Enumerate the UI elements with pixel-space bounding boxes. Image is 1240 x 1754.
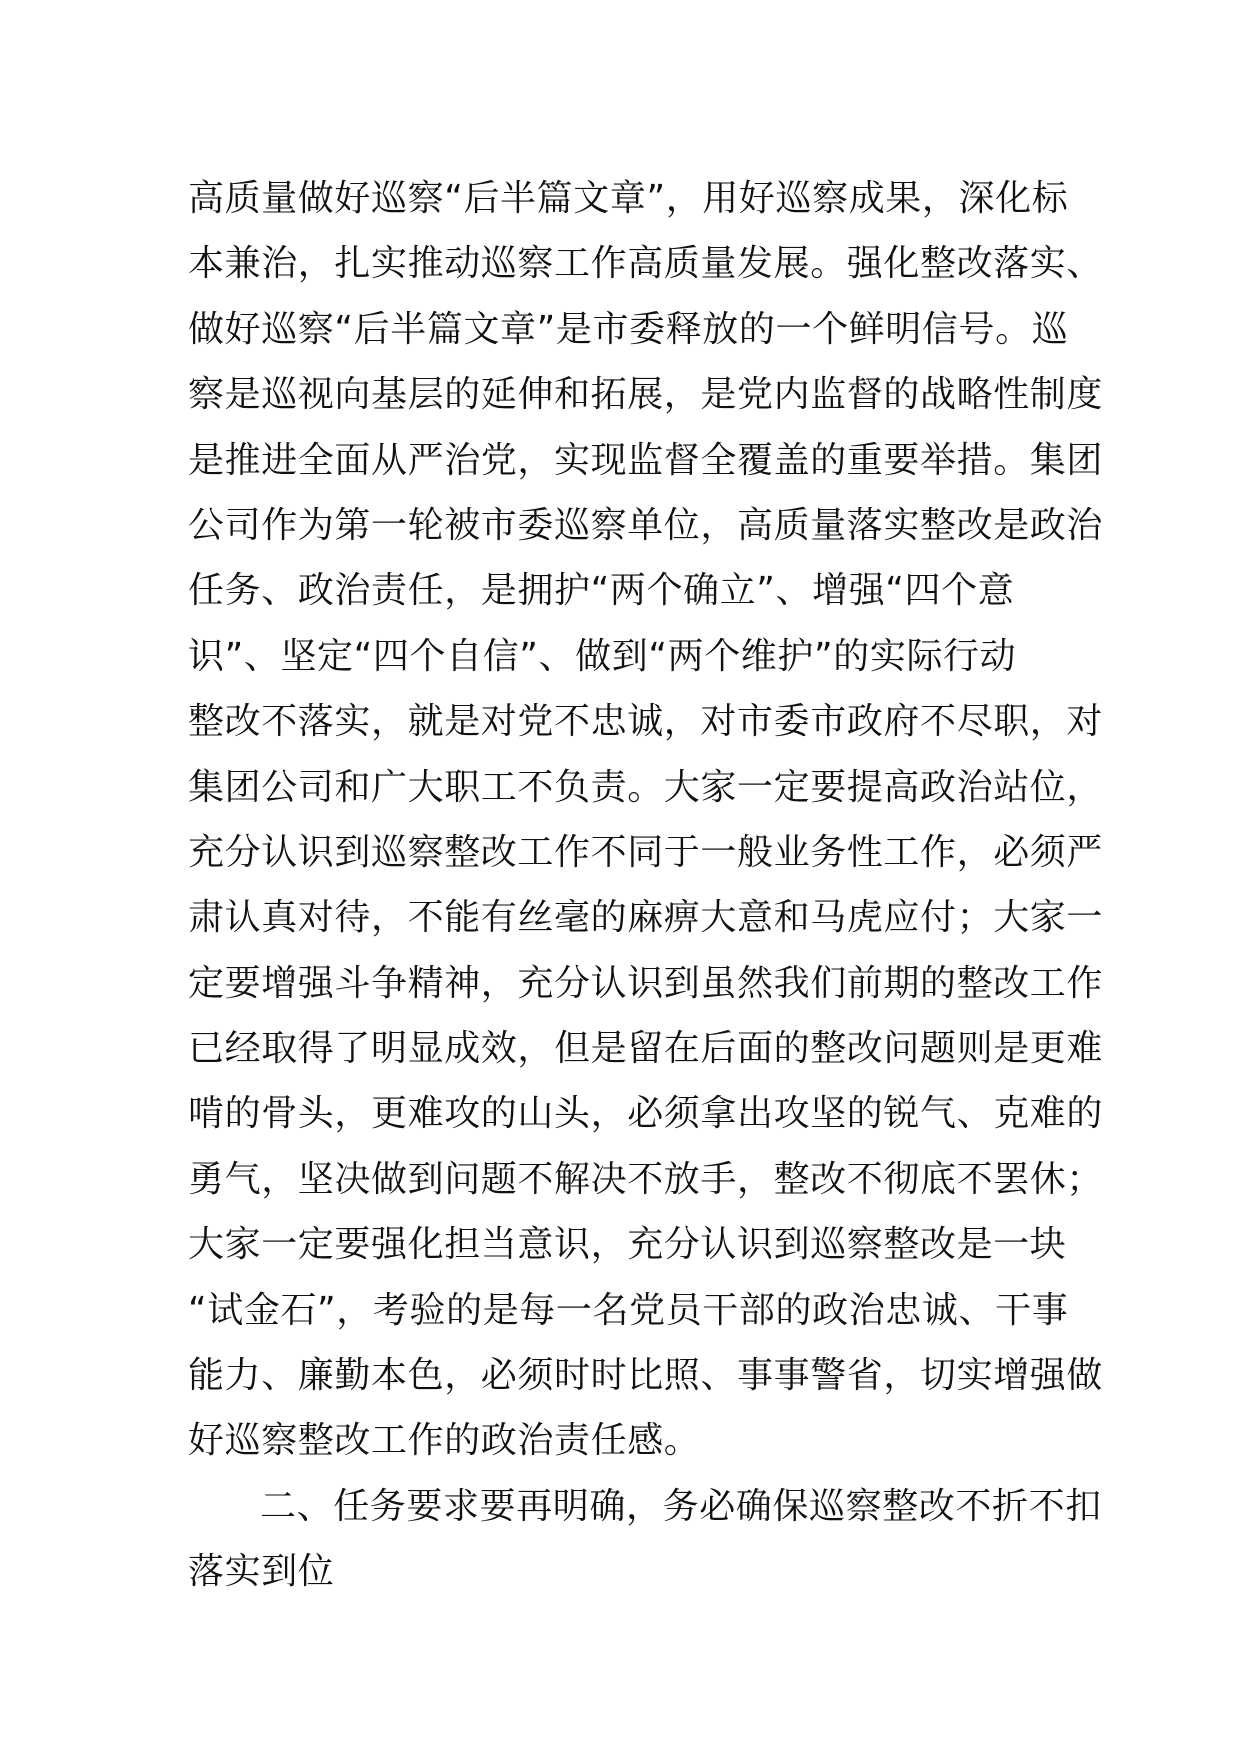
text-line: 本兼治，扎实推动巡察工作高质量发展。强化整改落实、	[188, 243, 1104, 285]
text-line: 大家一定要强化担当意识，充分认识到巡察整改是一块	[188, 1224, 1067, 1266]
text-line: 整改不落实，就是对党不忠诚，对市委市政府不尽职，对	[188, 701, 1104, 743]
text-line: 高质量做好巡察“后半篇文章”，用好巡察成果，深化标	[188, 178, 1069, 219]
text-line: 做好巡察“后半篇文章”是市委释放的一个鲜明信号。巡	[188, 308, 1069, 350]
text-line: 集团公司和广大职工不负责。大家一定要提高政治站位，	[188, 766, 1104, 808]
text-line: 任务、政治责任，是拥护“两个确立”、增强“四个意	[188, 570, 1015, 612]
text-line: “试金石”，考验的是每一名党员干部的政治忠诚、干事	[188, 1289, 1069, 1331]
section-heading-line: 落实到位	[188, 1551, 335, 1593]
text-line: 啃的骨头，更难攻的山头，必须拿出攻坚的锐气、克难的	[188, 1093, 1104, 1135]
text-line: 勇气，坚决做到问题不解决不放手，整改不彻底不罢休；	[188, 1158, 1104, 1200]
text-line: 能力、廉勤本色，必须时时比照、事事警省，切实增强做	[188, 1355, 1104, 1397]
text-line: 好巡察整改工作的政治责任感。	[188, 1420, 701, 1462]
text-line: 肃认真对待，不能有丝毫的麻痹大意和马虎应付；大家一	[188, 897, 1104, 939]
text-line: 识”、坚定“四个自信”、做到“两个维护”的实际行动	[188, 635, 1017, 677]
text-line: 定要增强斗争精神，充分认识到虽然我们前期的整改工作	[188, 962, 1104, 1004]
section-heading-line: 二、任务要求要再明确，务必确保巡察整改不折不扣	[260, 1485, 1102, 1527]
text-line: 公司作为第一轮被市委巡察单位，高质量落实整改是政治	[188, 504, 1104, 546]
text-line: 充分认识到巡察整改工作不同于一般业务性工作，必须严	[188, 831, 1104, 873]
text-line: 是推进全面从严治党，实现监督全覆盖的重要举措。集团	[188, 439, 1104, 481]
text-line: 已经取得了明显成效，但是留在后面的整改问题则是更难	[188, 1028, 1104, 1070]
body-text	[188, 166, 1104, 1605]
text-line: 察是巡视向基层的延伸和拓展，是党内监督的战略性制度	[188, 374, 1104, 416]
